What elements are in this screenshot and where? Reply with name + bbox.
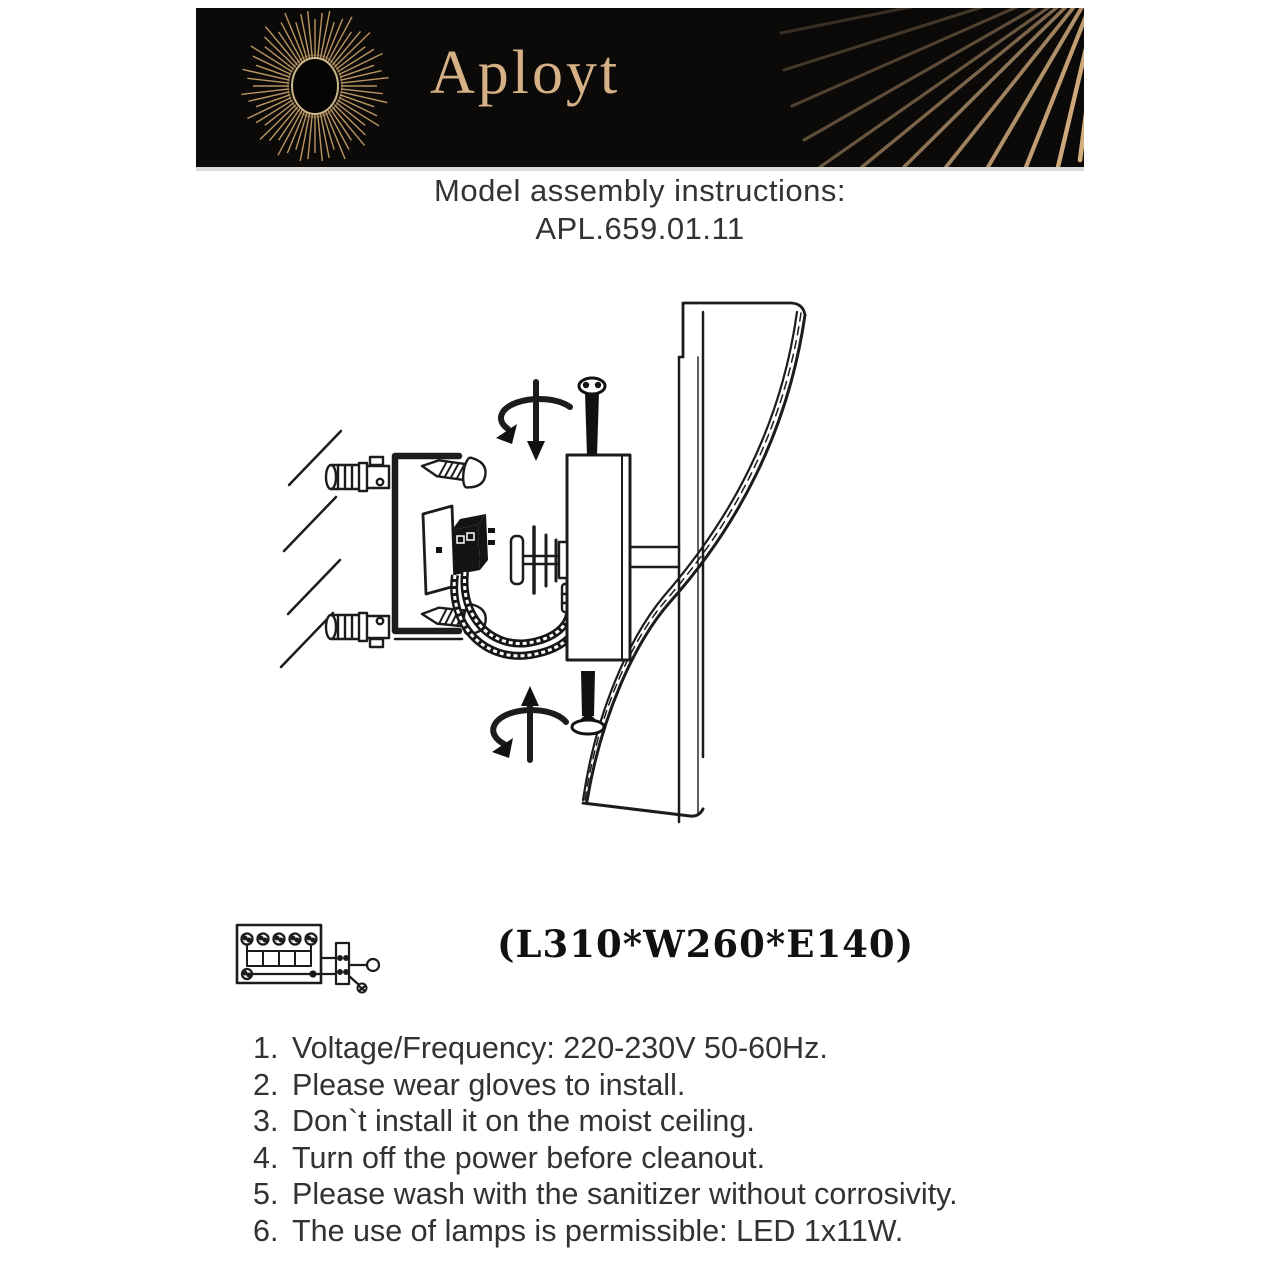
assembly-diagram: [250, 280, 830, 850]
instruction-item: [253, 1140, 958, 1177]
item-text: Voltage/Frequency: 220-230V 50-60Hz.: [292, 1031, 828, 1065]
item-text: The use of lamps is permissible: LED 1x11W.: [292, 1213, 904, 1248]
item-number: 4.: [253, 1140, 279, 1175]
instruction-item: [253, 1030, 958, 1067]
instruction-item: [253, 1103, 958, 1140]
wall-anchor-icon: [326, 457, 389, 491]
sunburst-logo-icon: [240, 11, 390, 161]
item-number: 1.: [253, 1031, 279, 1065]
screw-icon: [579, 378, 605, 456]
rotation-arrow-icon: [496, 382, 570, 461]
item-text: Don`t install it on the moist ceiling.: [292, 1104, 755, 1139]
terminal-links: [247, 945, 311, 966]
page-title: Model assembly instructions:: [434, 173, 846, 208]
brand-name: Aployt: [430, 39, 621, 107]
canopy: [559, 455, 679, 660]
wall-plate: [423, 506, 455, 594]
screw-icon: [572, 671, 604, 734]
wall-anchor-icon: [326, 613, 389, 647]
junction-box: [452, 514, 495, 575]
instruction-item: [253, 1213, 958, 1250]
wiring-diagram: [225, 915, 440, 1010]
item-number: 3.: [253, 1104, 279, 1139]
instruction-item: [253, 1176, 958, 1213]
instruction-list: [253, 1030, 958, 1250]
rotation-arrow-icon: [492, 686, 566, 760]
item-number: 5.: [253, 1177, 279, 1212]
instruction-item: [253, 1067, 958, 1104]
terminal-screws: [242, 934, 317, 945]
item-number: 2.: [253, 1067, 279, 1102]
item-number: 6.: [253, 1213, 279, 1248]
item-text: Please wear gloves to install.: [292, 1067, 686, 1102]
model-number: APL.659.01.11: [535, 211, 745, 246]
brand-banner: [196, 8, 1084, 171]
dimensions-label: (L310*W260*E140): [497, 922, 915, 966]
item-text: Please wash with the sanitizer without corrosivity.: [292, 1177, 958, 1212]
title-block: [0, 172, 1280, 248]
item-text: Turn off the power before cleanout.: [292, 1140, 766, 1175]
